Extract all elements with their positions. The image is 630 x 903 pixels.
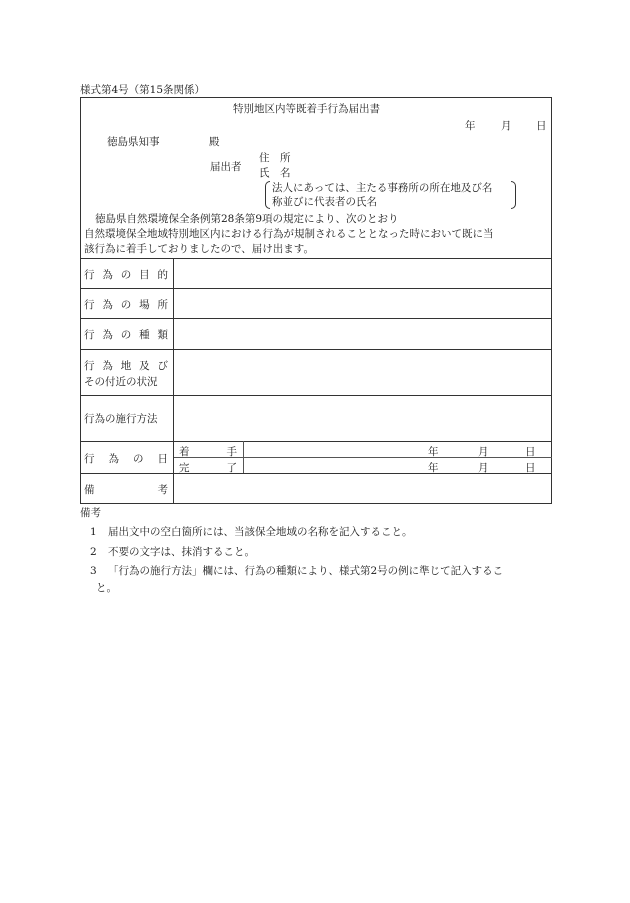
addressee: 徳島県知事 (107, 136, 160, 148)
start-year-label: 年 (428, 446, 439, 458)
start-day-label: 日 (525, 446, 536, 458)
note-3-continuation: と。 (96, 582, 117, 594)
date-year-label: 年 (465, 120, 476, 132)
note-2-text: 不要の文字は、抹消すること。 (108, 546, 255, 558)
notifier-label: 届出者 (210, 161, 242, 173)
corporate-note-bracket-right (511, 181, 516, 209)
label-site-line1: 行 為 地 及 び (84, 360, 168, 372)
complete-month-label: 月 (478, 462, 489, 474)
note-1-number: 1 (90, 526, 97, 538)
start-month-label: 月 (478, 446, 489, 458)
label-type: 行 為 の 種 類 (84, 329, 168, 341)
label-column-divider (173, 258, 174, 504)
row-divider (80, 441, 552, 442)
address-label: 住 所 (259, 152, 291, 164)
complete-day-label: 日 (525, 462, 536, 474)
row-divider (80, 288, 552, 289)
statement-line2: 自然環境保全地域特別地区内における行為が規制されることとなった時において既に当 (84, 228, 494, 240)
note-2-number: 2 (90, 546, 97, 558)
notes-heading: 備考 (80, 507, 101, 519)
corporate-note-line2: 称並びに代表者の氏名 (272, 196, 377, 208)
note-1-text: 届出文中の空白箇所には、当該保全地域の名称を記入すること。 (108, 526, 413, 538)
corporate-note-line1: 法人にあっては、主たる事務所の所在地及び名 (272, 182, 493, 194)
row-divider (80, 258, 552, 259)
label-remarks: 備 考 (84, 484, 168, 496)
form-title: 特別地区内等既着手行為届出書 (233, 103, 380, 115)
label-date: 行 為 の 日 (84, 453, 168, 465)
honorific: 殿 (209, 136, 220, 148)
statement-line3: 該行為に着手しておりましたので、届け出ます。 (84, 243, 314, 255)
statement-line1: 徳島県自然環境保全条例第28条第9項の規定により、次のとおり (95, 213, 399, 225)
label-site-line2: その付近の状況 (84, 376, 158, 388)
label-complete: 完 了 (179, 462, 237, 474)
date-day-label: 日 (536, 120, 547, 132)
row-divider (80, 349, 552, 350)
label-method: 行為の施行方法 (84, 413, 158, 425)
corporate-note-bracket-left (265, 181, 270, 209)
form-number: 様式第4号（第15条関係） (80, 84, 206, 96)
name-label: 氏 名 (259, 167, 291, 179)
row-divider (80, 395, 552, 396)
note-3-number: 3 (90, 565, 97, 577)
note-3-text: 「行為の施行方法」欄には、行為の種類により、様式第2号の例に準じて記入するこ (108, 565, 504, 577)
date-month-label: 月 (501, 120, 512, 132)
complete-year-label: 年 (428, 462, 439, 474)
label-place: 行 為 の 場 所 (84, 299, 168, 311)
label-purpose: 行 為 の 目 的 (84, 269, 168, 281)
label-start: 着 手 (179, 446, 237, 458)
row-divider (80, 318, 552, 319)
date-subcolumn-divider (243, 441, 244, 473)
